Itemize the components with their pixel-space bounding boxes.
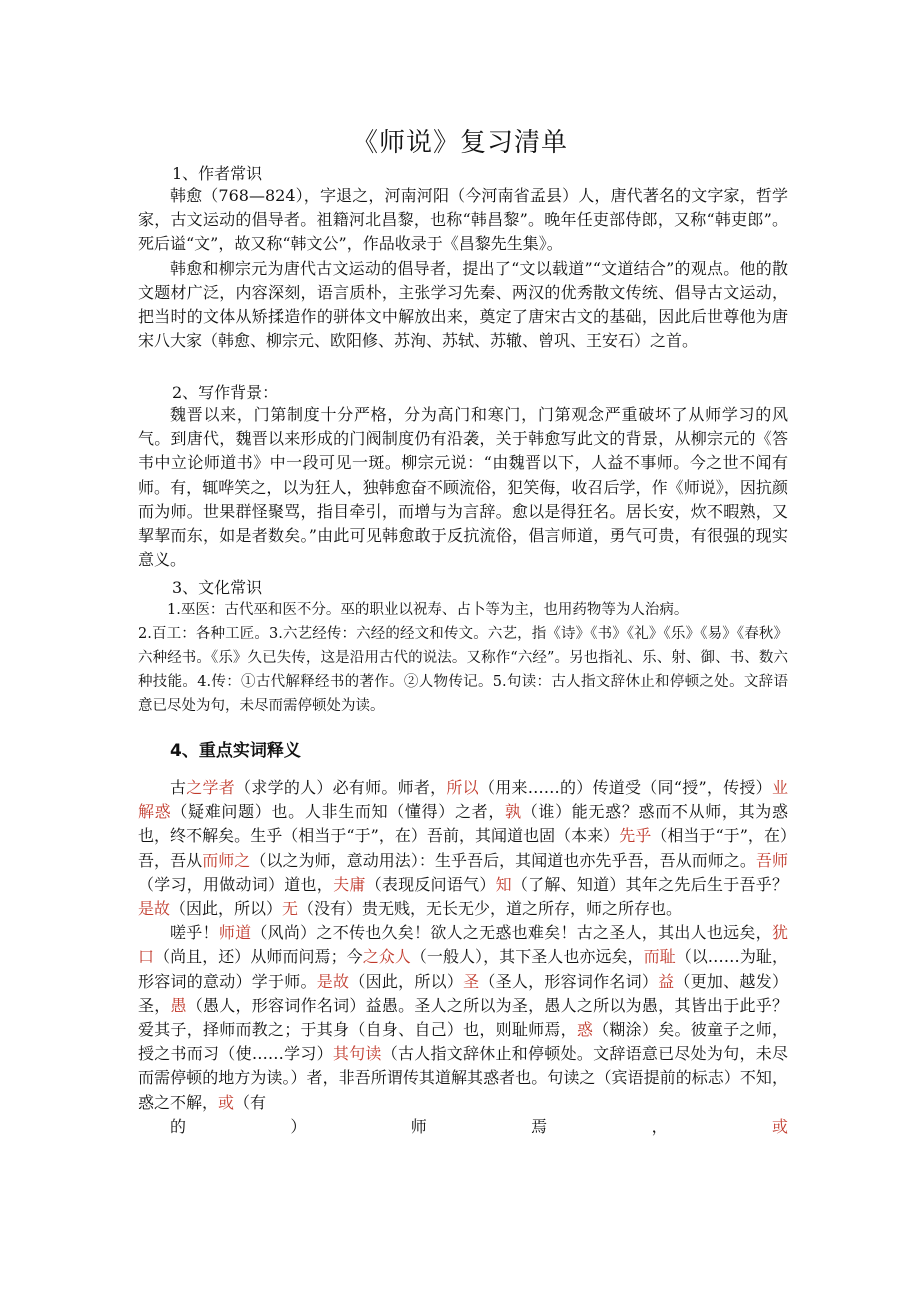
section-author-body [138, 184, 788, 353]
culture-paragraph-2: 2.百工：各种工匠。3.六艺经传：六经的经文和传文。六艺，指《诗》《书》《礼》《乐》《易》《春秋》六种经书。《乐》久已失传，这是沿用古代的说法。又称作“六经”。另也指礼、乐、射、御、书、数六种技能。4.传：①古代解释经书的著作。②人物传记。5.句读：古人指文辞休止和停顿之处。文辞语意已尽处为句，未尽而需停顿处为读。 [138, 626, 788, 714]
section-heading-culture: 3、文化常识 [172, 578, 263, 597]
highlighted-term: 或 [218, 1092, 235, 1112]
highlighted-term: 先乎 [619, 826, 652, 846]
section-culture-body [138, 598, 788, 718]
author-paragraph-2: 韩愈和柳宗元为唐代古文运动的倡导者，提出了“文以载道”“文道结合”的观点。他的散文题材广泛，内容深刻，语言质朴，主张学习先秦、两汉的优秀散文传统、倡导古文运动，把当时的文体从矫揉造作的骈体文中解放出来，奠定了唐宋古文的基础，因此后世尊他为唐宋八大家（韩愈、柳宗元、欧阳修、苏洵、苏轼、苏辙、曾巩、王安石）之首。 [138, 258, 788, 351]
highlighted-term: 益 [658, 971, 675, 991]
vocabulary-paragraph-2 [138, 921, 788, 1115]
last-line-word: 或 [771, 1116, 788, 1136]
highlighted-term: 圣 [463, 971, 480, 991]
highlighted-term: 惑 [576, 1020, 594, 1040]
highlighted-term: 犹口 [138, 923, 788, 967]
text-run: （古人指文辞休止和停顿处。文辞语意已尽处为句，未尽而需停顿的地方为读。）者，非吾所谓传其道解其惑者也。句读之（宾语提前的标志）不知，惑之不解， [138, 1044, 788, 1112]
section-vocabulary-body [138, 776, 788, 1139]
highlighted-term: 愚 [170, 995, 187, 1015]
text-run: （没有）贵无贱，无长无少，道之所存，师之所存也。 [298, 899, 683, 919]
text-run: （相当于“于”，在）吾，吾从 [138, 826, 788, 870]
section-background-body [138, 403, 788, 572]
text-run: （疑难问题）也。人非生而知（懂得）之者， [171, 802, 506, 822]
highlighted-term: 是故 [316, 971, 350, 991]
highlighted-term: 之众人 [362, 947, 411, 967]
last-line-word: 焉 [531, 1116, 548, 1136]
highlighted-term: 知 [495, 874, 512, 894]
text-run: 嗟乎！ [170, 923, 219, 943]
section-heading-vocabulary: 4、重点实词释义 [170, 741, 301, 761]
text-run: （尚且，还）从师而问焉；今 [154, 947, 363, 967]
text-run: 古 [170, 778, 187, 797]
text-run: （学习，用做动词）道也， [138, 874, 334, 894]
text-run: （谁）能无惑？惑而不从师，其为惑也，终不解矣。生乎（相当于“于”，在）吾前，其闻道也固（本来） [138, 802, 788, 846]
section-heading-background: 2、写作背景： [172, 383, 279, 402]
background-paragraph: 魏晋以来，门第制度十分严格，分为高门和寒门，门第观念严重破坏了从师学习的风气。到唐代，魏晋以来形成的门阀制度仍有沿袭，关于韩愈写此文的背景，从柳宗元的《答韦中立论师道书》中一段可见一斑。柳宗元说：“由魏晋以下，人益不事师。今之世不闻有师。有，辄哗笑之，以为狂人，独韩愈奋不顾流俗，犯笑侮，收召后学，作《师说》，因抗颜而为师。世果群怪聚骂，指目牵引，而增与为言辞。愈以是得狂名。居长安，炊不暇熟，又挈挈而东，如是者数矣。”由此可见韩愈敢于反抗流俗，倡言师道，勇气可贵，有很强的现实意义。 [138, 405, 788, 570]
highlighted-term: 而师之 [202, 850, 251, 870]
text-run: （了解、知道）其年之先后生于吾乎？ [511, 874, 788, 894]
highlighted-term: 吾师 [755, 850, 788, 870]
highlighted-term: 夫庸 [333, 874, 366, 894]
text-run: （更加、越发）圣， [138, 971, 788, 1015]
highlighted-term: 是故 [138, 899, 171, 919]
author-paragraph-1: 韩愈（768—824），字退之，河南河阳（今河南省孟县）人，唐代著名的文字家，哲学家，古文运动的倡导者。祖籍河北昌黎，也称“韩昌黎”。晚年任吏部侍郎，又称“韩吏郎”。死后谥“文”，故又称“韩文公”，作品收录于《昌黎先生集》。 [138, 186, 788, 254]
text-run: （一般人），其下圣人也亦远矣， [410, 947, 644, 967]
text-run: （圣人，形容词作名词） [479, 971, 659, 991]
vocabulary-last-line [138, 1115, 788, 1139]
highlighted-term: 师道 [218, 923, 252, 943]
last-line-word: 的 [170, 1116, 187, 1136]
text-run: （因此，所以） [170, 899, 283, 919]
last-line-word: ） [290, 1116, 307, 1136]
text-run: （以之为师，意动用法）：生乎吾后，其闻道也亦先乎吾，吾从而师之。 [250, 850, 756, 870]
highlighted-term: 之学者 [186, 778, 236, 797]
text-run: （愚人，形容词作名词）益愚。圣人之所以为圣，愚人之所以为愚，其皆出于此乎？爱其子，择师而教之；于其身（自身、自己）也，则耻师焉， [138, 995, 788, 1040]
text-run: （以……为耻，形容词的意动）学于师。 [138, 947, 788, 991]
highlighted-term: 无 [282, 899, 299, 919]
culture-paragraph-1: 1.巫医：古代巫和医不分。巫的职业以祝寿、占卜等为主，也用药物等为人治病。 [167, 602, 689, 618]
text-run: （糊涂）矣。彼童子之师，授之书而习（使……学习） [138, 1020, 788, 1064]
highlighted-term: 而耻 [643, 947, 676, 967]
page-title: 《师说》复习清单 [351, 128, 568, 158]
highlighted-term: 业解惑 [138, 778, 788, 822]
highlighted-term: 其句读 [332, 1044, 382, 1064]
text-run: （因此，所以） [349, 971, 464, 991]
last-line-word: 师 [410, 1116, 427, 1136]
text-run: （用来……的）传道受（同“授”，传授） [478, 778, 772, 797]
text-run: （求学的人）必有师。师者， [235, 778, 447, 797]
highlighted-term: 所以 [446, 778, 479, 797]
highlighted-term: 孰 [505, 802, 522, 822]
text-run: （风尚）之不传也久矣！欲人之无惑也难矣！古之圣人，其出人也远矣， [251, 923, 772, 943]
last-line-word: ， [651, 1116, 668, 1136]
vocabulary-paragraph-1 [138, 776, 788, 921]
text-run: （有 [234, 1092, 267, 1112]
text-run: （表现反问语气） [365, 874, 496, 894]
section-heading-author: 1、作者常识 [172, 164, 263, 183]
